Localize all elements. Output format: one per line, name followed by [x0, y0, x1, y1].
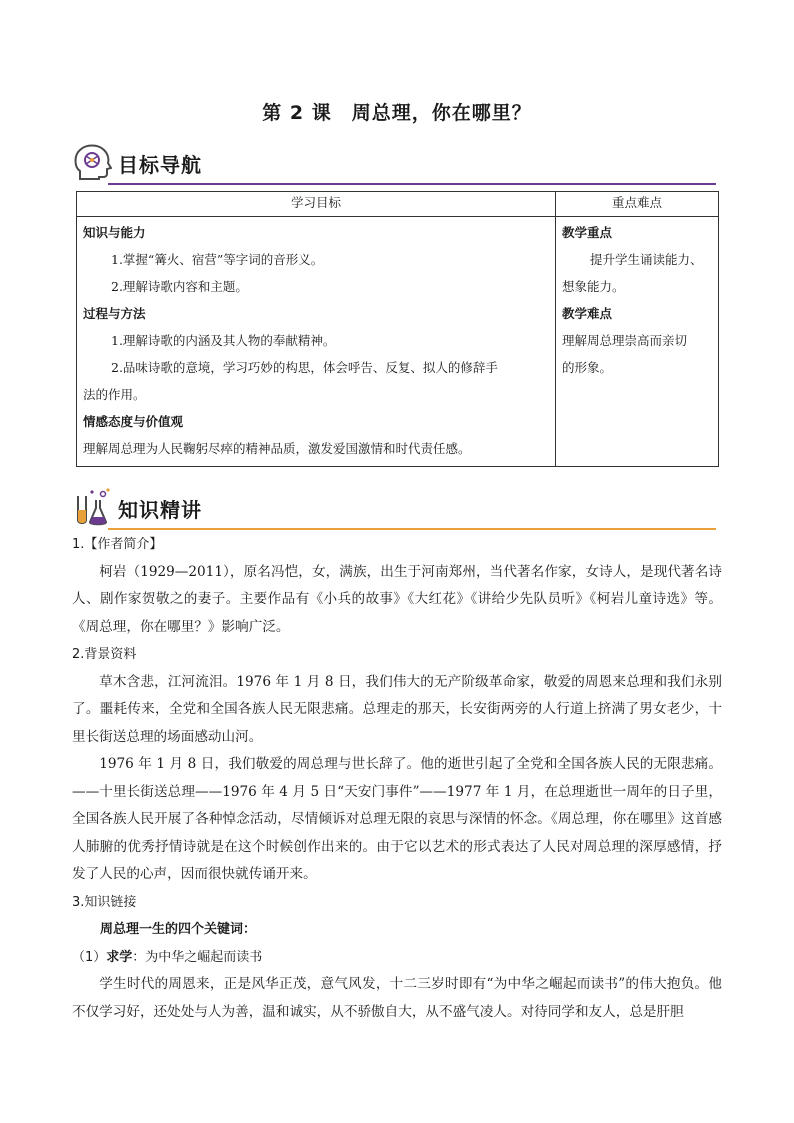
paragraph-author: 柯岩（1929—2011），原名冯恺，女，满族，出生于河南郑州，当代著名作家，女诗人，是现代著名诗人、剧作家贺敬之的妻子。主要作品有《小兵的故事》《大红花》《讲给少先队员听》《柯岩儿童诗选》等。《周总理，你在哪里？》影响广泛。 [72, 563, 722, 635]
key-difficulties-cell [556, 217, 719, 467]
goal-item: 2.理解诗歌内容和主题。 [111, 279, 248, 294]
learning-goals-cell [77, 217, 556, 467]
keyword-term: 求学 [106, 949, 133, 965]
goal-item-continued: 法的作用。 [83, 387, 146, 402]
keyword-description: ：为中华之崛起而读书 [132, 949, 263, 965]
section-divider [108, 183, 716, 185]
key-point-heading: 教学重点 [562, 225, 613, 240]
section-header-knowledge [72, 486, 716, 530]
section-title: 目标导航 [118, 153, 202, 177]
goal-item: 2.品味诗歌的意境，学习巧妙的构思，体会呼告、反复、拟人的修辞手 [111, 360, 498, 375]
header-key-difficulties: 重点难点 [556, 192, 719, 217]
subheading-keywords: 周总理一生的四个关键词： [100, 922, 257, 937]
difficulty-heading: 教学难点 [562, 306, 613, 321]
heading-background: 2.背景资料 [72, 647, 137, 662]
heading-author-intro: 1.【作者简介】 [72, 537, 163, 552]
brain-head-icon [72, 141, 112, 183]
key-point-text-continued: 想象能力。 [562, 279, 625, 294]
paragraph-study: 学生时代的周恩来，正是风华正茂，意气风发，十二三岁时即有“为中华之崛起而读书”的伟大抱负。他不仅学习好，还处处与人为善，温和诚实，从不骄傲自大，从不盛气凌人。对待同学和友人，总是肝胆 [72, 976, 722, 1020]
keyword-number: （1） [72, 949, 107, 965]
key-point-text: 提升学生诵读能力、 [590, 252, 703, 267]
section-title: 知识精讲 [118, 498, 202, 522]
goal-item: 1.理解诗歌的内涵及其人物的奉献精神。 [111, 333, 336, 348]
heading-knowledge-link: 3.知识链接 [72, 894, 137, 910]
difficulty-text-continued: 的形象。 [562, 360, 613, 375]
lab-flask-icon [72, 486, 112, 528]
keyword-item-1 [72, 944, 722, 972]
section-divider [108, 528, 716, 530]
goal-heading-emotion: 情感态度与价值观 [83, 414, 184, 429]
table-header-row [77, 192, 719, 217]
table-row [77, 217, 719, 467]
goal-heading-process: 过程与方法 [83, 306, 146, 321]
goal-heading-knowledge: 知识与能力 [83, 225, 146, 240]
section-header-goals [72, 141, 716, 185]
paragraph-background-2: 1976 年 1 月 8 日，我们敬爱的周总理与世长辞了。他的逝世引起了全党和全国各族人民的无限悲痛。——十里长街送总理——1976 年 4 月 5 日“天安门事件”——1977 年 1 月，在总理逝世一周年的日子里，全国各族人民开展了各种悼念活动，尽情倾诉对总理无限的哀思与深情的怀念。《周总理，你在哪里》这首感人肺腑的优秀抒情诗就是在这个时候创作出来的。由于它以艺术的形式表达了人民对周总理的深厚感情，抒发了人民的心声，因而很快就传诵开来。 [72, 756, 722, 882]
goal-item: 1.掌握“篝火、宿营”等字词的音形义。 [111, 252, 324, 267]
goals-table [76, 191, 719, 467]
difficulty-text: 理解周总理崇高而亲切 [562, 333, 688, 348]
knowledge-body [72, 531, 722, 1026]
goal-item: 理解周总理为人民鞠躬尽瘁的精神品质，激发爱国激情和时代责任感。 [83, 441, 471, 456]
lesson-title: 第 2 课 周总理，你在哪里？ [262, 102, 532, 124]
paragraph-background-1: 草木含悲，江河流泪。1976 年 1 月 8 日，我们伟大的无产阶级革命家，敬爱的周恩来总理和我们永别了。噩耗传来，全党和全国各族人民无限悲痛。总理走的那天，长安街两旁的人行道上挤满了男女老少，十里长街送总理的场面感动山河。 [72, 673, 722, 745]
header-learning-goals: 学习目标 [77, 192, 556, 217]
